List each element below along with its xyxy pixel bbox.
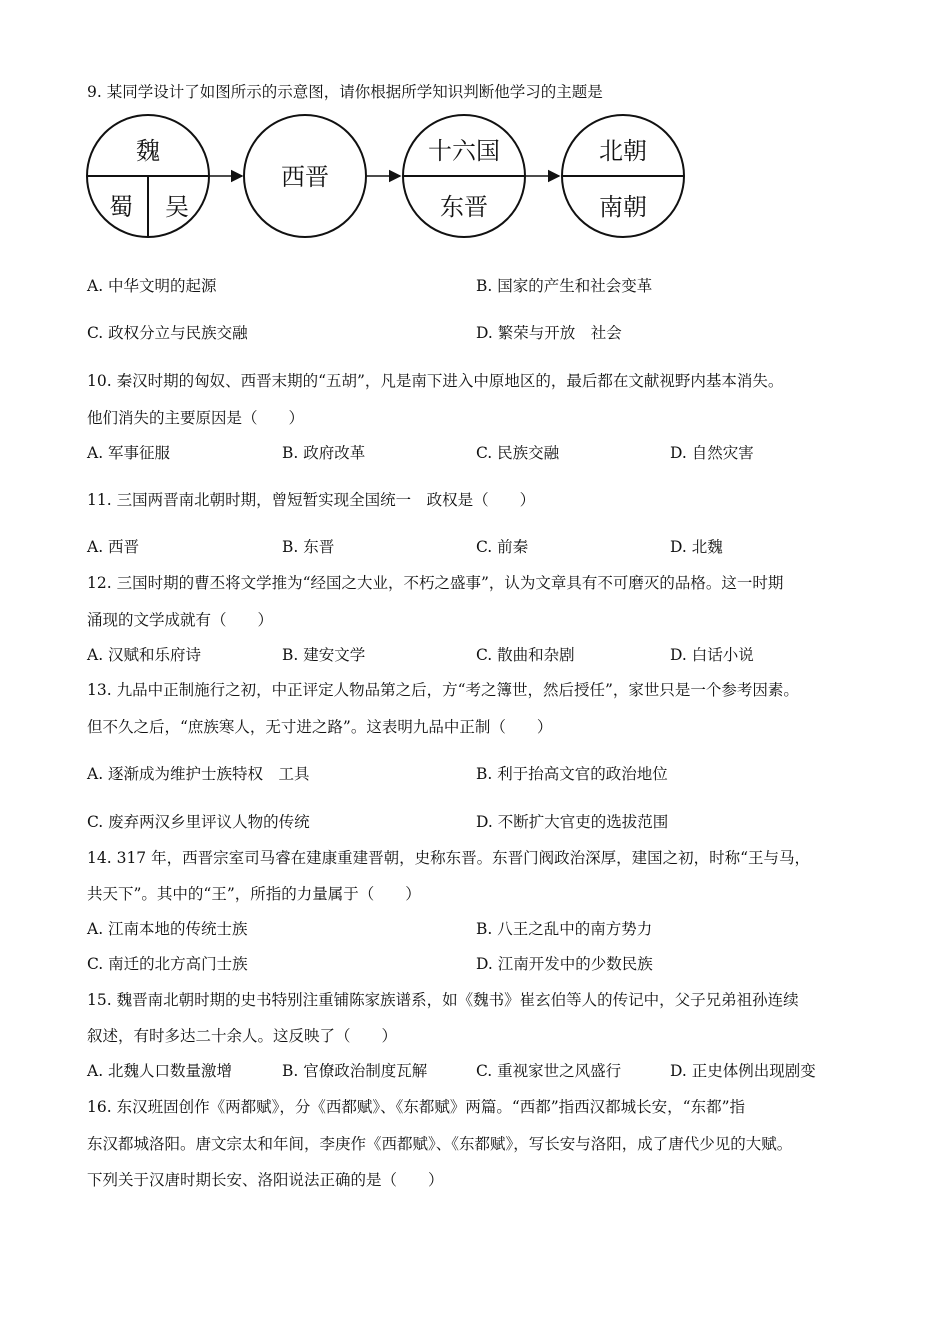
label-xijin: 西晋 <box>281 163 329 191</box>
q16-stem-line1: 16. 东汉班固创作《两都赋》，分《西都赋》、《东都赋》两篇。“西都”指西汉都城长安，“东都”指 <box>87 1098 746 1116</box>
q11-option-d: D. 北魏 <box>670 538 723 556</box>
q13-stem-line1: 13. 九品中正制施行之初，中正评定人物品第之后，方“考之簿世，然后授任”，家世只是一个参考因素。 <box>87 681 799 699</box>
label-shu: 蜀 <box>109 193 133 221</box>
diagram-circle-16-dongjin <box>403 115 525 237</box>
q11-option-a: A. 西晋 <box>87 538 140 556</box>
q9-option-d: D. 繁荣与开放 社会 <box>476 324 622 342</box>
q14-option-c: C. 南迁的北方高门士族 <box>87 955 248 973</box>
q11-option-c: C. 前秦 <box>476 538 529 556</box>
q14-option-a: A. 江南本地的传统士族 <box>87 920 248 938</box>
label-dongjin: 东晋 <box>440 193 488 221</box>
q10-option-b: B. 政府改革 <box>282 444 366 462</box>
q15-stem-line2: 叙述，有时多达二十余人。这反映了（ ） <box>87 1027 398 1045</box>
q12-stem-line2: 涌现的文学成就有（ ） <box>87 611 274 629</box>
q13-option-a: A. 逐渐成为维护士族特权 工具 <box>87 765 310 783</box>
q15-option-a: A. 北魏人口数量激增 <box>87 1062 233 1080</box>
q15-option-d: D. 正史体例出现剧变 <box>670 1062 816 1080</box>
q14-stem-line1: 14. 317 年，西晋宗室司马睿在建康重建晋朝，史称东晋。东晋门阀政治深厚，建国之初，时称“王与马， <box>87 849 811 867</box>
q14-option-b: B. 八王之乱中的南方势力 <box>476 920 653 938</box>
q12-option-c: C. 散曲和杂剧 <box>476 646 575 664</box>
q10-option-d: D. 自然灾害 <box>670 444 754 462</box>
diagram-circle-beichao-nanchao <box>562 115 684 237</box>
label-beichao: 北朝 <box>599 137 647 165</box>
q14-option-d: D. 江南开发中的少数民族 <box>476 955 653 973</box>
q12-option-d: D. 白话小说 <box>670 646 754 664</box>
label-wei: 魏 <box>136 137 160 165</box>
label-nanchao: 南朝 <box>599 193 647 221</box>
diagram-circle-xijin <box>244 115 366 237</box>
q13-stem-line2: 但不久之后，“庶族寒人，无寸进之路”。这表明九品中正制（ ） <box>87 718 553 736</box>
q13-option-c: C. 废弃两汉乡里评议人物的传统 <box>87 813 310 831</box>
label-wu: 吴 <box>165 193 189 221</box>
q16-stem-line3: 下列关于汉唐时期长安、洛阳说法正确的是（ ） <box>87 1171 444 1189</box>
q14-stem-line2: 共天下”。其中的“王”，所指的力量属于（ ） <box>87 885 421 903</box>
q12-option-a: A. 汉赋和乐府诗 <box>87 646 202 664</box>
q16-stem-line2: 东汉都城洛阳。唐文宗太和年间，李庚作《西都赋》、《东都赋》，写长安与洛阳，成了唐代少见的大赋。 <box>87 1135 793 1153</box>
q9-option-b: B. 国家的产生和社会变革 <box>476 277 653 295</box>
diagram-circle-wei-shu-wu <box>87 115 209 237</box>
q9-option-c: C. 政权分立与民族交融 <box>87 324 248 342</box>
q10-option-a: A. 军事征服 <box>87 444 171 462</box>
q10-stem-line1: 10. 秦汉时期的匈奴、西晋末期的“五胡”，凡是南下进入中原地区的，最后都在文献视野内基本消失。 <box>87 372 784 390</box>
label-shiliuguo: 十六国 <box>428 137 500 165</box>
q9-stem: 9. 某同学设计了如图所示的示意图，请你根据所学知识判断他学习的主题是 <box>87 83 603 101</box>
q13-option-d: D. 不断扩大官吏的选拔范围 <box>476 813 669 831</box>
q12-option-b: B. 建安文学 <box>282 646 366 664</box>
q15-option-b: B. 官僚政治制度瓦解 <box>282 1062 428 1080</box>
q11-stem: 11. 三国两晋南北朝时期，曾短暂实现全国统一 政权是（ ） <box>87 491 536 509</box>
q15-stem-line1: 15. 魏晋南北朝时期的史书特别注重铺陈家族谱系，如《魏书》崔玄伯等人的传记中，父子兄弟祖孙连续 <box>87 991 799 1009</box>
q9-option-a: A. 中华文明的起源 <box>87 277 217 295</box>
q15-option-c: C. 重视家世之风盛行 <box>476 1062 622 1080</box>
q12-stem-line1: 12. 三国时期的曹丕将文学推为“经国之大业，不朽之盛事”，认为文章具有不可磨灭的品格。这一时期 <box>87 574 784 592</box>
q9-diagram <box>80 105 690 245</box>
q10-option-c: C. 民族交融 <box>476 444 560 462</box>
q10-stem-line2: 他们消失的主要原因是（ ） <box>87 409 305 427</box>
q11-option-b: B. 东晋 <box>282 538 335 556</box>
q13-option-b: B. 利于抬高文官的政治地位 <box>476 765 668 783</box>
